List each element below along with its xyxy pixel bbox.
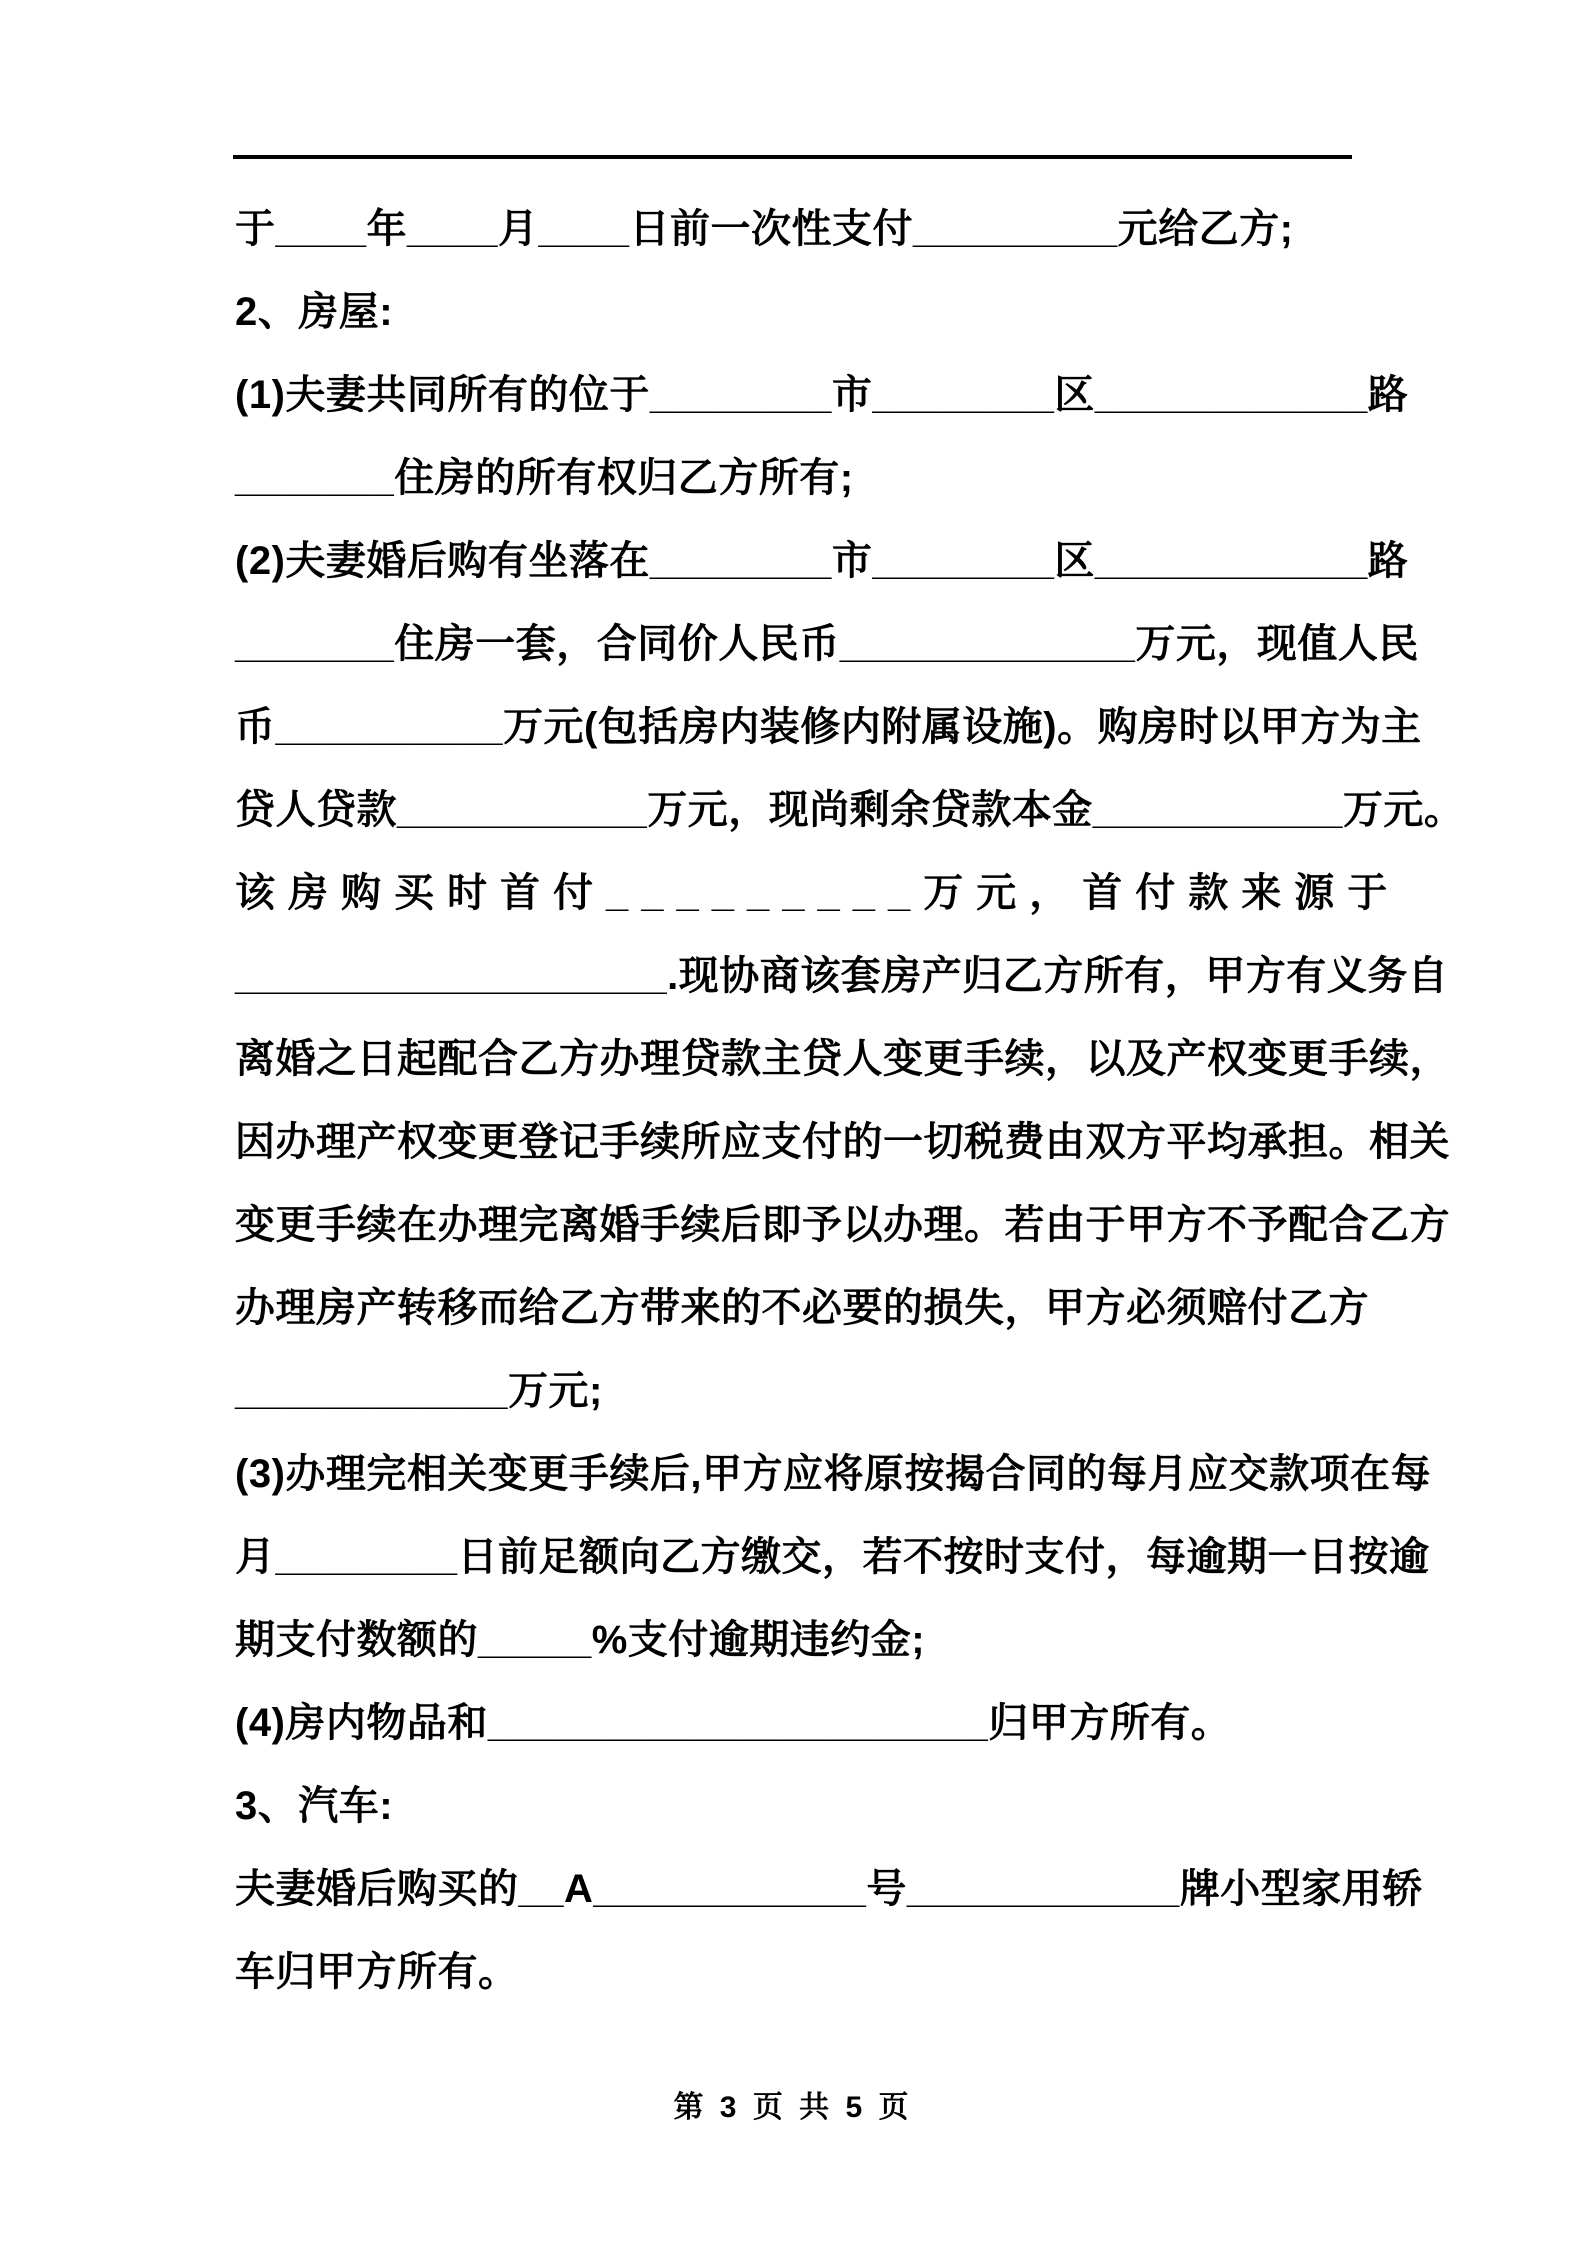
document-line-house-item2-compensation-amount: ____________万元;	[235, 1369, 603, 1413]
document-line-car-ownership: 车归甲方所有。	[235, 1950, 519, 1994]
document-line-house-item2-price: _______住房一套，合同价人民币_____________万元，现值人民	[235, 622, 1419, 666]
section-heading-car: 3、汽车:	[235, 1784, 394, 1828]
document-line-house-item2-location: (2)夫妻婚后购有坐落在________市________区____________路	[235, 539, 1409, 583]
document-line-house-item2-transfer1: 离婚之日起配合乙方办理贷款主贷人变更手续，以及产权变更手续，	[235, 1037, 1450, 1081]
document-line-house-item2-agreement: ___________________.现协商该套房产归乙方所有，甲方有义务自	[235, 954, 1449, 998]
document-line-house-item3-mortgage: (3)办理完相关变更手续后,甲方应将原按揭合同的每月应交款项在每	[235, 1452, 1431, 1496]
document-line-house-item2-compensation: 办理房产转移而给乙方带来的不必要的损失，甲方必须赔付乙方	[235, 1286, 1369, 1330]
page-number: 第 3 页 共 5 页	[673, 2091, 913, 2124]
blank-fill-rule	[233, 155, 1352, 159]
document-line-car-description: 夫妻婚后购买的__A____________号____________牌小型家用轿	[235, 1867, 1423, 1911]
document-line-house-item2-downpayment: 该房购买时首付_________万元，首付款来源于	[235, 871, 1401, 915]
section-heading-house: 2、房屋:	[235, 290, 394, 334]
document-line-house-item2-value: 币__________万元(包括房内装修内附属设施)。购房时以甲方为主	[235, 705, 1422, 749]
document-line-house-item2-loan: 贷人贷款___________万元，现尚剩余贷款本金___________万元。	[235, 788, 1465, 832]
document-line-house-item3-penalty: 期支付数额的_____%支付逾期违约金;	[235, 1618, 926, 1662]
document-body	[235, 188, 1465, 2014]
document-line-house-item3-payment: 月________日前足额向乙方缴交，若不按时支付，每逾期一日按逾	[235, 1535, 1430, 1579]
document-line-house-item2-transfer2: 因办理产权变更登记手续所应支付的一切税费由双方平均承担。相关	[235, 1120, 1450, 1164]
document-line-house-item1-location: (1)夫妻共同所有的位于________市________区____________路	[235, 373, 1409, 417]
document-line-payment-deadline: 于____年____月____日前一次性支付_________元给乙方;	[235, 207, 1294, 251]
document-line-house-item1-ownership: _______住房的所有权归乙方所有;	[235, 456, 854, 500]
document-line-house-item2-transfer3: 变更手续在办理完离婚手续后即予以办理。若由于甲方不予配合乙方	[235, 1203, 1450, 1247]
document-line-house-item4-contents: (4)房内物品和______________________归甲方所有。	[235, 1701, 1232, 1745]
